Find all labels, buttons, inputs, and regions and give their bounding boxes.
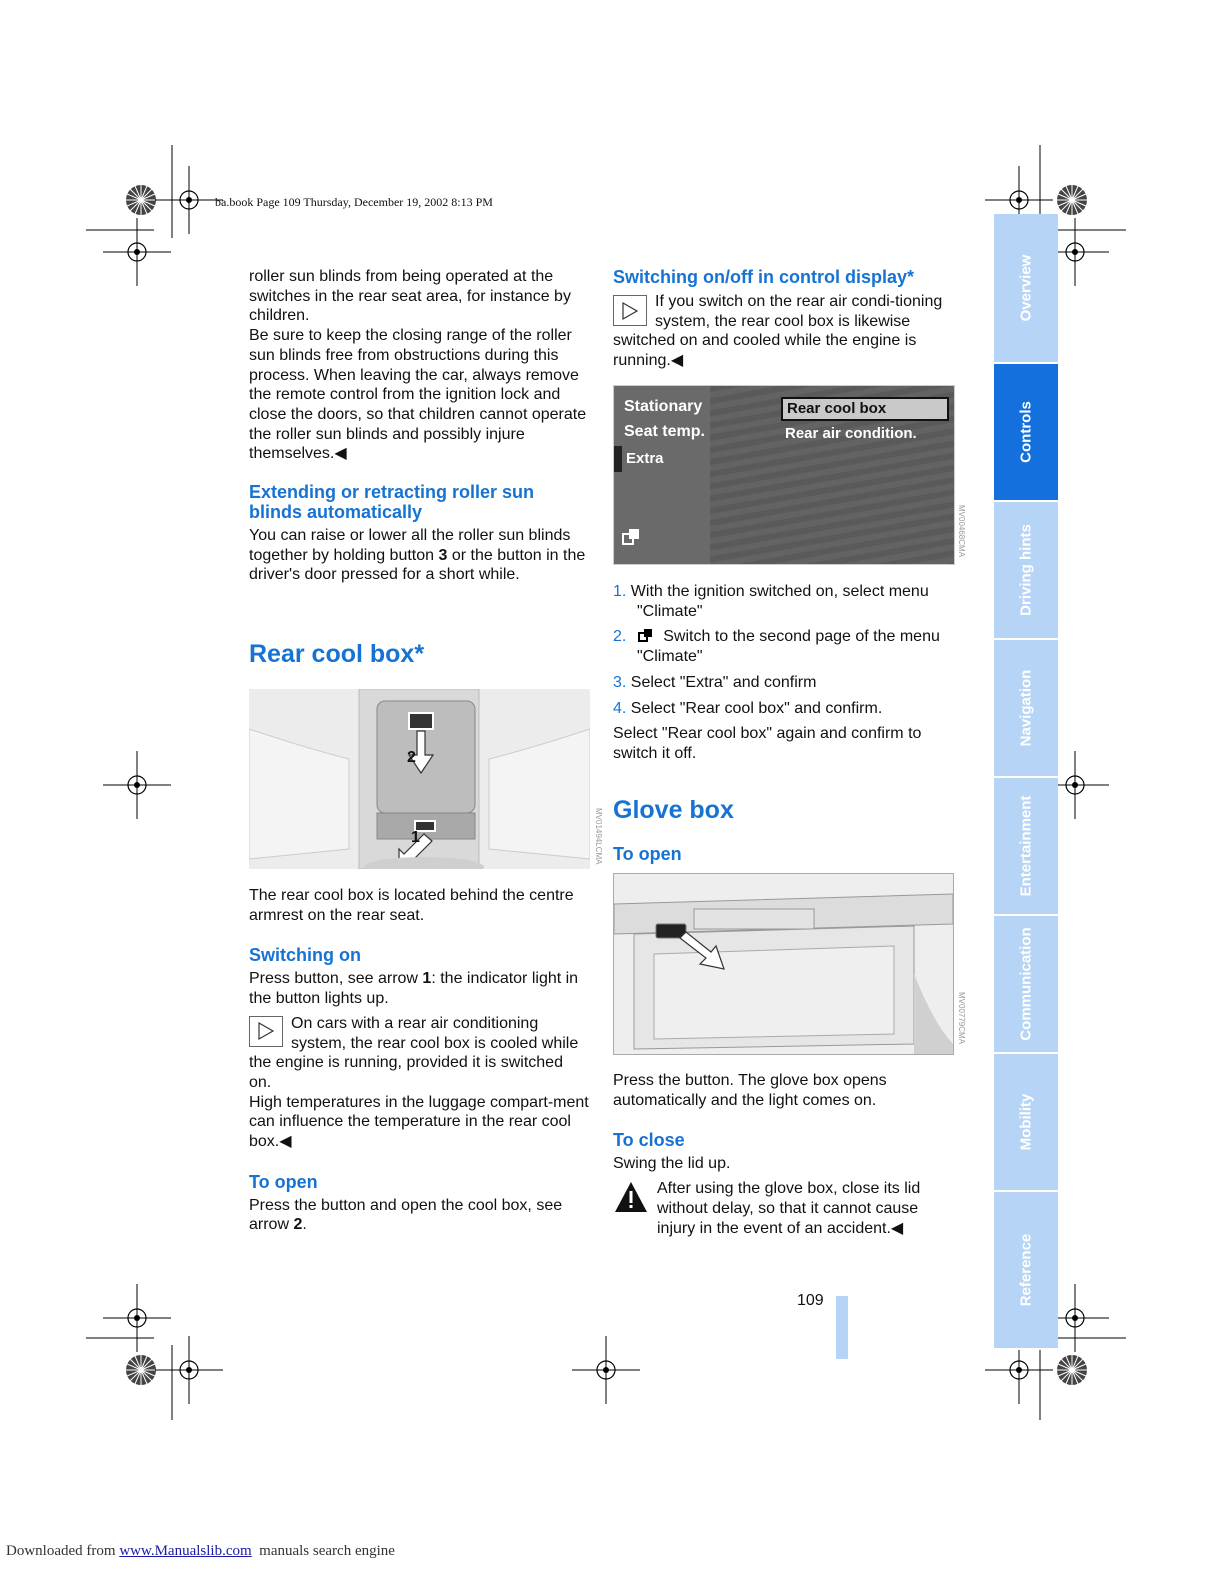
tab-communication[interactable] xyxy=(994,916,1058,1054)
heading-glove-box: Glove box xyxy=(613,796,734,824)
tab-overview[interactable] xyxy=(994,214,1058,364)
steps-list xyxy=(613,582,953,764)
menu-item-extra: Extra xyxy=(626,450,664,467)
paragraph: Swing the lid up. xyxy=(613,1155,731,1173)
text: . xyxy=(302,1216,307,1234)
option-rear-cool-box: Rear cool box xyxy=(781,397,949,421)
heading-extending: Extending or retracting roller sun blinds automatically xyxy=(249,482,535,523)
tab-label: Overview xyxy=(1017,254,1035,322)
glove-box-text xyxy=(613,1071,953,1238)
tab-label: Communication xyxy=(1017,927,1035,1041)
tab-controls[interactable] xyxy=(994,364,1058,502)
warning-icon xyxy=(613,1180,649,1220)
list-item xyxy=(613,673,953,693)
page-switch-icon xyxy=(622,528,638,544)
text: You can raise or lower all the roller sun blinds together by holding button xyxy=(249,527,571,564)
tab-reference[interactable] xyxy=(994,1192,1058,1350)
step-text: With the ignition switched on, select menu "Climate" xyxy=(630,583,929,620)
step-number: 4. xyxy=(613,699,627,717)
manualslib-link[interactable]: www.Manualslib.com xyxy=(119,1543,252,1559)
note-text: If you switch on the rear air condi-tioning system, the rear cool box is likewise switched on and cooled while the engine is running.◀ xyxy=(613,293,943,370)
paragraph xyxy=(249,969,589,1008)
page-number: 109 xyxy=(797,1292,824,1309)
tab-label: Reference xyxy=(1017,1233,1035,1307)
tab-label: Controls xyxy=(1017,401,1035,463)
step-number: 1. xyxy=(613,583,627,600)
step-text: Select "Rear cool box" and confirm. xyxy=(630,699,883,717)
image-code: MV01494LCMA xyxy=(594,808,603,865)
footer xyxy=(6,1543,395,1560)
button-number: 3 xyxy=(438,546,448,564)
left-column-lower xyxy=(249,886,589,1235)
label-arrow-1: 1 xyxy=(411,829,420,846)
image-code: MV00779CMA xyxy=(957,992,966,1045)
list-item xyxy=(613,582,953,621)
paragraph: The rear cool box is located behind the centre armrest on the rear seat. xyxy=(249,887,574,924)
heading-glove-to-open: To open xyxy=(613,844,682,864)
step-text: Switch to the second page of the menu "Climate" xyxy=(637,628,940,666)
menu-item-stationary: Stationary xyxy=(624,398,703,415)
header-line: ba.book Page 109 Thursday, December 19, 2002 8:13 PM xyxy=(215,195,493,209)
step-number: 2. xyxy=(613,628,627,646)
menu-item-seat-temp: Seat temp. xyxy=(624,423,705,440)
tab-label: Navigation xyxy=(1017,669,1035,747)
warning-text: After using the glove box, close its lid without delay, so that it cannot cause injury in the event of an accident.◀ xyxy=(657,1180,921,1237)
note-icon xyxy=(613,295,647,326)
glove-box-drawing xyxy=(614,874,953,1054)
step-text: Select "Extra" and confirm xyxy=(630,673,817,691)
control-display-screen xyxy=(613,385,955,565)
paragraph: roller sun blinds from being operated at the switches in the rear seat area, for instance by children. xyxy=(249,268,571,325)
text: Press button, see arrow xyxy=(249,970,423,988)
paragraph: Select "Rear cool box" again and confirm to switch it off. xyxy=(613,725,922,762)
label-arrow-2: 2 xyxy=(407,749,416,766)
heading-to-open: To open xyxy=(249,1171,318,1192)
tab-mobility[interactable] xyxy=(994,1054,1058,1192)
tab-navigation[interactable] xyxy=(994,640,1058,778)
paragraph xyxy=(249,526,589,585)
heading-to-close: To close xyxy=(613,1130,685,1151)
list-item xyxy=(613,699,953,719)
note-icon xyxy=(249,1016,283,1047)
tab-label: Driving hints xyxy=(1017,524,1035,616)
warning xyxy=(613,1179,953,1238)
note-text: On cars with a rear air conditioning system, the rear cool box is cooled while the engine is running, provided it is switched on. xyxy=(249,1014,579,1091)
glove-box-illustration xyxy=(613,873,954,1055)
left-column xyxy=(249,267,589,585)
arrow-number: 1 xyxy=(422,970,432,988)
option-rear-air-condition: Rear air condition. xyxy=(785,425,917,442)
tab-label: Entertainment xyxy=(1017,795,1035,897)
menu-cursor xyxy=(614,446,622,472)
image-code: MV00468CMA xyxy=(957,505,966,558)
text: Press the button and open the cool box, see arrow xyxy=(249,1196,563,1234)
footer-text: manuals search engine xyxy=(251,1543,395,1559)
step-number: 3. xyxy=(613,673,627,691)
heading-switching-display: Switching on/off in control display* xyxy=(613,267,914,287)
heading-switching-on: Switching on xyxy=(249,945,361,966)
paragraph: Press the button. The glove box opens automatically and the light comes on. xyxy=(613,1072,887,1109)
tab-entertainment[interactable] xyxy=(994,778,1058,916)
page-switch-icon xyxy=(635,628,655,642)
note xyxy=(249,1014,589,1152)
paragraph xyxy=(249,1196,589,1235)
note-text: High temperatures in the luggage compart-ment can influence the temperature in the rear cool box.◀ xyxy=(249,1093,589,1151)
text: : the indicator light in the button lights up. xyxy=(249,970,579,1008)
tab-label: Mobility xyxy=(1017,1093,1035,1151)
paragraph: Be sure to keep the closing range of the roller sun blinds free from obstructions during this process. When leaving the car, always remove the remote control from the ignition lock and close the doors, so that children cannot operate the roller sun blinds and possibly injure themselves.◀ xyxy=(249,327,587,463)
arrow-number: 2 xyxy=(293,1216,303,1234)
text: or the button in the driver's door pressed for a short while. xyxy=(249,546,586,584)
note xyxy=(613,292,953,371)
list-item xyxy=(613,627,953,666)
footer-text: Downloaded from xyxy=(6,1543,120,1559)
page-number-bar xyxy=(836,1296,848,1359)
heading-rear-cool-box: Rear cool box* xyxy=(249,640,425,668)
cool-box-illustration xyxy=(249,689,590,869)
tab-driving-hints[interactable] xyxy=(994,502,1058,640)
